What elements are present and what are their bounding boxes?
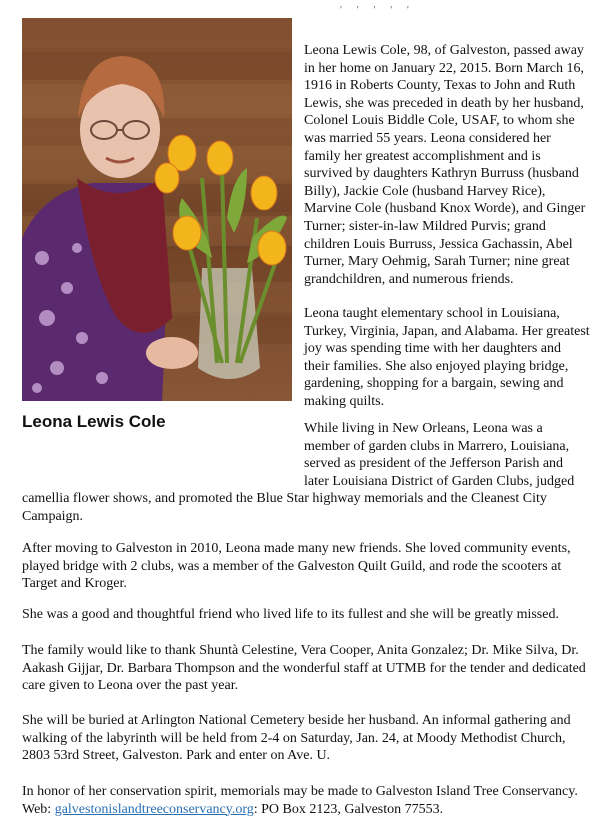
conservancy-link[interactable]: galvestonislandtreeconservancy.org [54,801,254,817]
obituary-paragraph-7: She will be buried at Arlington National Cemetery beside her husband. An informal gathering and walking of the labyrinth will be held from 2-4 on Saturday, Jan. 24, at Moody Methodist Church, 2803 53rd Street, Galveston. Park and enter on Ave. U. [22,713,571,764]
memorial-text: In honor of her conservation spirit, memorials may be made to Galveston Island Tree Conservancy. Web: [22,784,578,817]
obituary-paragraph-3 [22,420,590,526]
obituary-paragraph-6: The family would like to thank Shuntà Celestine, Vera Cooper, Anita Gonzalez; Dr. Mike Silva, Dr. Aakash Gijjar, Dr. Barbara Thompson and the wonderful staff at UTMB for the tender and dedicated care given to Leona over the past year. [22,643,586,694]
obituary-paragraph-8 [22,783,588,818]
paragraph-3-column-part: While living in New Orleans, Leona was a member of garden clubs in Marrero, Louisiana, served as president of the Jefferson Parish and later Louisiana District of Garden Clubs, judged [304,421,575,489]
header-marks: ' ' ' ' ' [340,4,415,16]
obituary-paragraph-1: Leona Lewis Cole, 98, of Galveston, passed away in her home on January 22, 2015. Born March 16, 1916 in Roberts County, Texas to John and Ruth Lewis, she was preceded in death by her husband, Colonel Louis Biddle Cole, USAF, to whom she was married 55 years. Leona considered her family her greatest accomplishment and is survived by daughters Kathryn Burruss (husband Billy), Jackie Cole (husband Harvey Rice), Marvine Cole (husband Knox Worde), and Ginger Turner; sister-in-law Mildred Purvis; grand children Louis Burruss, Jessica Gachassin, Abel Turner, Mary Oehmig, Sarah Turner; nine great grandchildren, and numerous friends. [304,43,586,287]
mailing-address: : PO Box 2123, Galveston 77553. [253,801,444,817]
paragraph-3-full-part: camellia flower shows, and promoted the Blue Star highway memorials and the Cleanest City Campaign. [22,491,547,524]
obituary-paragraph-4: After moving to Galveston in 2010, Leona made many new friends. She loved community events, played bridge with 2 clubs, was a member of the Galveston Quilt Guild, and rode the scooters at Target and Kroger. [22,541,571,592]
obituary-paragraph-5: She was a good and thoughtful friend who lived life to its fullest and she will be greatly missed. [22,607,559,622]
obituary-paragraph-2: Leona taught elementary school in Louisiana, Turkey, Virginia, Japan, and Alabama. Her greatest joy was spending time with her daughters and their families. She also enjoyed playing bridge, gardening, shopping for a bargain, sewing and making quilts. [304,306,590,409]
portrait-photo [22,18,292,401]
photo-caption: Leona Lewis Cole [22,412,166,431]
portrait-illustration [22,18,292,401]
